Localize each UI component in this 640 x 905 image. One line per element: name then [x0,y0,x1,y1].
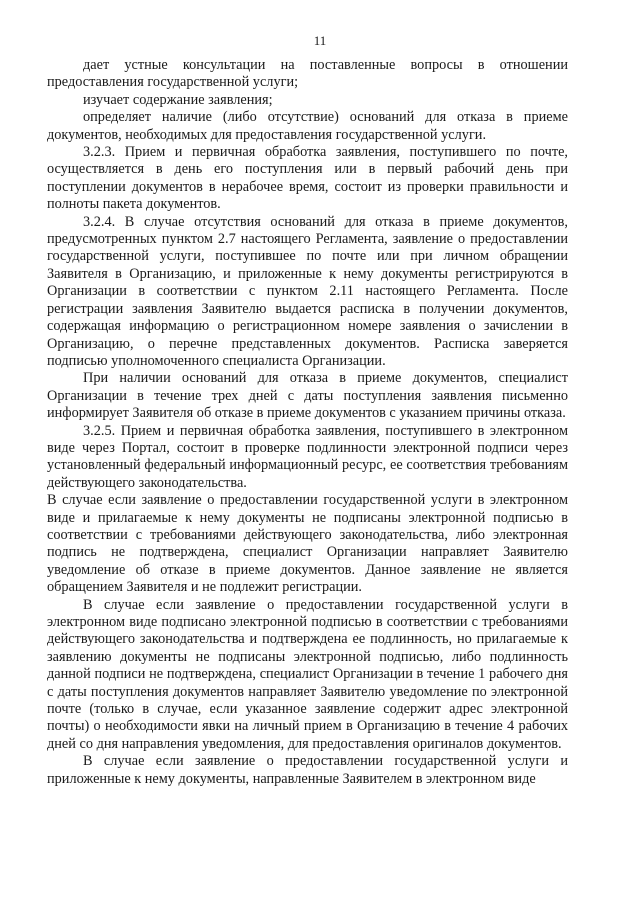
page-number: 11 [313,33,327,48]
paragraph: В случае если заявление о предоставлении государственной услуги и приложенные к нему документы, направленные Заявителем в электронном виде [47,753,568,787]
paragraph: В случае если заявление о предоставлении государственной услуги в электронном виде и прилагаемые к нему документы не подписаны электронной подписью в соответствии с требованиями действующего законодательства, либо электронная подпись не подтверждена, специалист Организации направляет Заявителю уведомление об отказе в приеме документов. Данное заявление не является обращением Заявителя и не подлежит регистрации. [47,492,568,596]
paragraph: изучает содержание заявления; [83,91,273,108]
paragraph: 3.2.3. Прием и первичная обработка заявления, поступившего по почте, осуществляется в день его поступления или в первый рабочий день при поступлении документов в нерабочее время, состоит из проверки правильности и полноты пакета документов. [47,144,568,213]
paragraph: При наличии оснований для отказа в приеме документов, специалист Организации в течение трех дней с даты поступления заявления письменно информирует Заявителя об отказе в приеме документов с указанием причины отказа. [47,370,568,422]
document-body [47,57,568,788]
paragraph: В случае если заявление о предоставлении государственной услуги в электронном виде подписано электронной подписью в соответствии с требованиями действующего законодательства и подтверждена ее подлинность, но прилагаемые к заявлению документы не подписаны электронной подписью, либо подлинность данной подписи не подтверждена, специалист Организации в течение 1 рабочего дня с даты поступления документов направляет Заявителю уведомление по электронной почте (только в случае, если указанное заявление содержит адрес электронной почты) о необходимости явки на личный прием в Организацию в течение 4 рабочих дней со дня направления уведомления, для предоставления оригиналов документов. [47,596,568,752]
paragraph: дает устные консультации на поставленные вопросы в отношении предоставления государственной услуги; [47,57,568,91]
paragraph: 3.2.4. В случае отсутствия оснований для отказа в приеме документов, предусмотренных пунктом 2.7 настоящего Регламента, заявление о предоставлении государственной услуги, поступившее по почте или при личном обращении Заявителя в Организацию, и приложенные к нему документы регистрируются в Организации в соответствии с пунктом 2.11 настоящего Регламента. После регистрации заявления Заявителю выдается расписка в получении документов, содержащая информацию о регистрационном номере заявления о зачислении в Организацию, о перечне представленных документов. Расписка заверяется подписью уполномоченного специалиста Организации. [47,213,568,369]
paragraph: определяет наличие (либо отсутствие) оснований для отказа в приеме документов, необходимых для предоставления государственной услуги. [47,109,568,143]
paragraph: 3.2.5. Прием и первичная обработка заявления, поступившего в электронном виде через Портал, состоит в проверке подлинности электронной подписи через установленный федеральный информационный ресурс, ее соответствия требованиям действующего законодательства. [47,422,568,491]
